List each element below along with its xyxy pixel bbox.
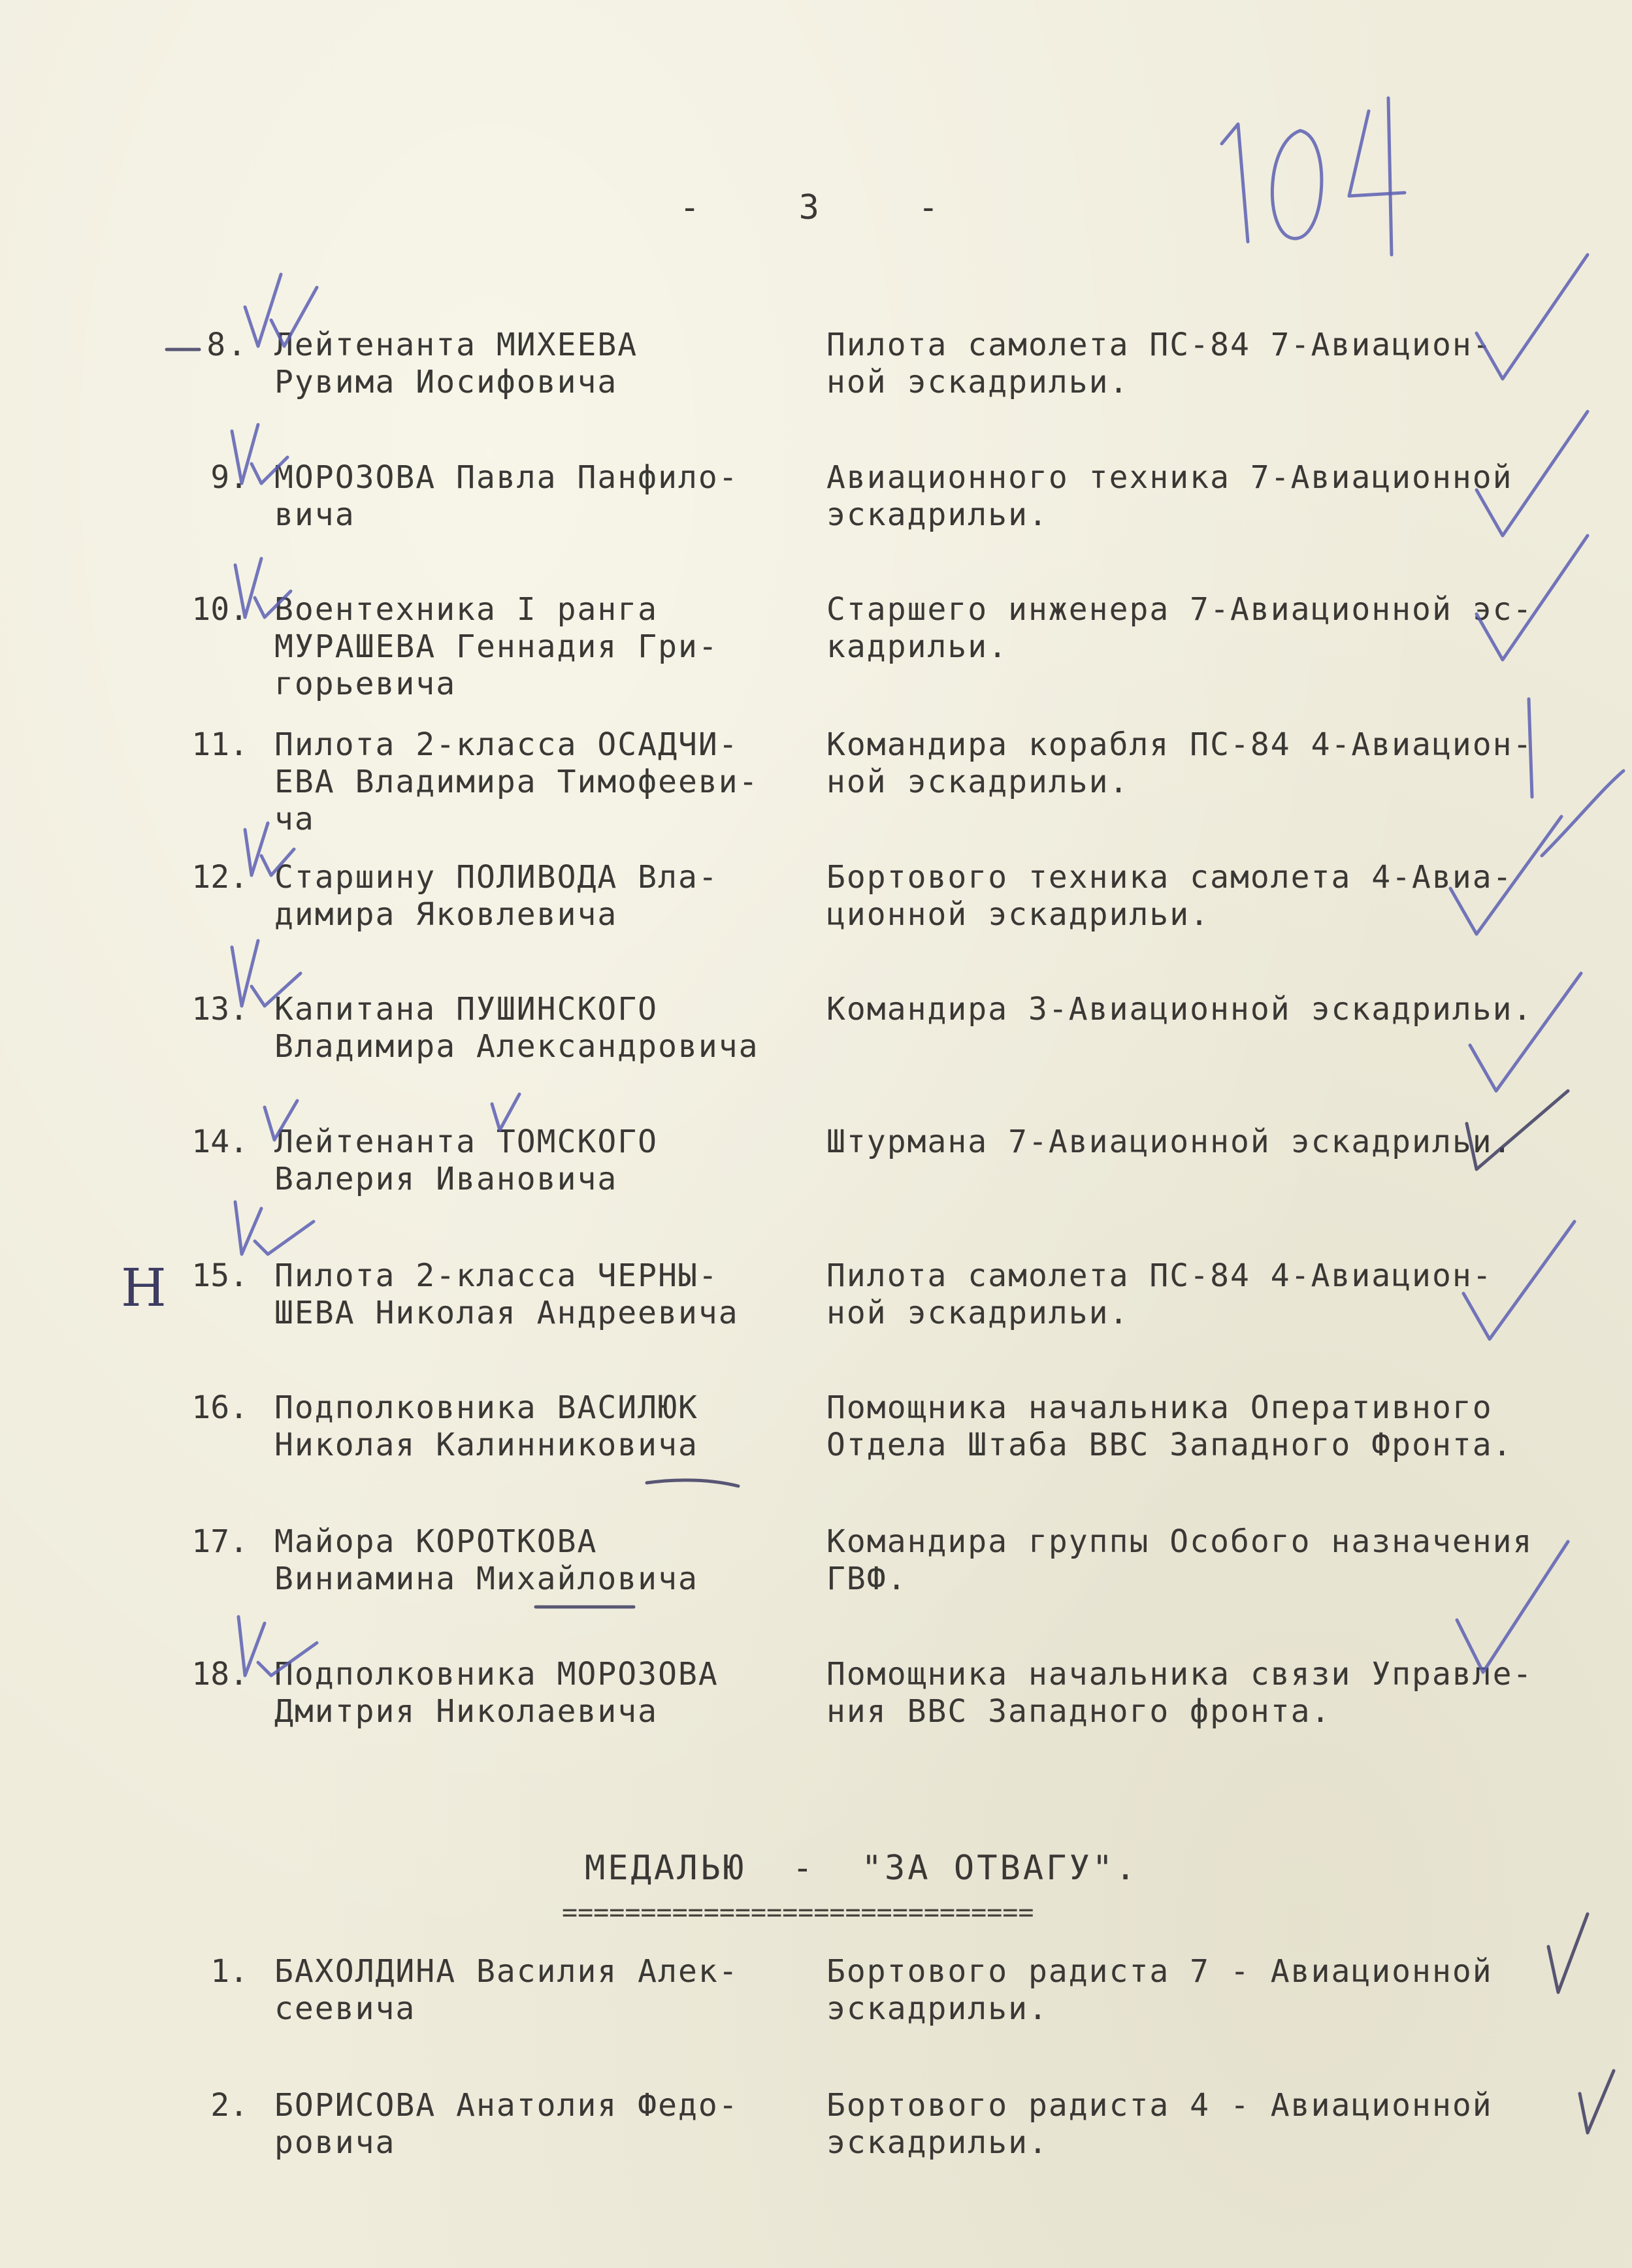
entry-name: БАХОЛДИНА Василия Алек- сеевича [274, 1953, 739, 2027]
check-mark-icon [1463, 523, 1594, 673]
entry-role: Командира группы Особого назначения ГВФ. [826, 1523, 1533, 1597]
entry-name: БОРИСОВА Анатолия Федо- ровича [274, 2087, 739, 2161]
check-mark-icon [258, 1094, 304, 1146]
entry-role: Авиационного техника 7-Авиационной эскадрильи. [826, 459, 1513, 533]
entry-role: Старшего инженера 7-Авиационной эс- кадрильи. [826, 591, 1533, 665]
entry-role: Штурмана 7-Авиационной эскадрильи. [826, 1124, 1513, 1160]
entry-number: 14. [191, 1124, 248, 1160]
check-mark-icon [1575, 2067, 1620, 2139]
entry-name: Капитана ПУШИНСКОГО Владимира Александровича [274, 991, 759, 1065]
check-mark-icon [1450, 1208, 1581, 1352]
entry-role: Бортового радиста 7 - Авиационной эскадрильи. [826, 1953, 1493, 2027]
check-mark-icon [219, 928, 310, 1019]
entry-name: Майора КОРОТКОВА Виниамина Михайловича [274, 1523, 698, 1597]
dash-mark [163, 343, 203, 356]
handwritten-page-number [1202, 85, 1411, 268]
check-mark-icon [1457, 1078, 1575, 1176]
entry-name: Старшину ПОЛИВОДА Вла- димира Яковлевича [274, 859, 719, 933]
entry-number: 8. [206, 327, 248, 363]
check-mark-icon [235, 810, 301, 888]
margin-note: Н [121, 1257, 167, 1318]
entry-name: Лейтенанта ТОМСКОГО Валерия Ивановича [274, 1124, 659, 1197]
check-mark-icon [487, 1091, 526, 1137]
check-mark-icon [222, 412, 294, 496]
entry-name: Подполковника МОРОЗОВА Дмитрия Николаевича [274, 1656, 719, 1730]
entry-number: 9. [210, 459, 248, 496]
entry-role: Помощника начальника Оперативного Отдела Штаба ВВС Западного Фронта. [826, 1389, 1513, 1463]
check-mark-icon [1437, 803, 1568, 947]
entry-name: Лейтенанта МИХЕЕВА Рувима Иосифовича [274, 327, 638, 400]
entry-role: Пилота самолета ПС-84 7-Авиацион- ной эскадрильи. [826, 327, 1493, 400]
check-mark-icon [225, 1604, 323, 1689]
entry-name: МОРОЗОВА Павла Панфило- вича [274, 459, 739, 533]
entry-number: 12. [191, 859, 248, 896]
section-heading: МЕДАЛЬЮ - "ЗА ОТВАГУ". [585, 1849, 1139, 1888]
section-underline: ============================== [562, 1898, 1034, 1928]
entry-number: 10. [191, 591, 248, 628]
entry-name: Пилота 2-класса ОСАДЧИ- ЕВА Владимира Тимофееви- ча [274, 726, 759, 837]
entry-role: Командира корабля ПС-84 4-Авиацион- ной эскадрильи. [826, 726, 1533, 800]
entry-role: Помощника начальника связи Управле- ния ВВС Западного фронта. [826, 1656, 1533, 1730]
entry-number: 2. [210, 2087, 248, 2124]
entry-number: 11. [191, 726, 248, 763]
entry-number: 13. [191, 991, 248, 1028]
check-mark-icon [222, 1189, 320, 1267]
page-number: - 3 - [679, 188, 978, 227]
entry-name: Подполковника ВАСИЛЮК Николая Калинниковича [274, 1389, 698, 1463]
check-mark-icon [225, 545, 297, 630]
entry-number: 16. [191, 1389, 248, 1426]
entry-number: 15. [191, 1257, 248, 1294]
entry-role: Командира 3-Авиационной эскадрильи. [826, 991, 1533, 1028]
entry-role: Бортового радиста 4 - Авиационной эскадрильи. [826, 2087, 1493, 2161]
entry-number: 18. [191, 1656, 248, 1693]
entry-number: 1. [210, 1953, 248, 1990]
check-mark-icon [1463, 242, 1594, 392]
check-mark-icon [1542, 1907, 1594, 1999]
check-mark-icon [1444, 1529, 1575, 1685]
entry-name: Воентехника I ранга МУРАШЕВА Геннадия Гри- горьевича [274, 591, 719, 702]
entry-role: Бортового техника самолета 4-Авиа- ционной эскадрильи. [826, 859, 1513, 933]
check-mark-icon [232, 248, 323, 359]
entry-name: Пилота 2-класса ЧЕРНЫ- ШЕВА Николая Андреевича [274, 1257, 739, 1331]
entry-number: 17. [191, 1523, 248, 1560]
underline-mark [529, 1597, 640, 1617]
underline-mark [640, 1473, 745, 1493]
entry-role: Пилота самолета ПС-84 4-Авиацион- ной эскадрильи. [826, 1257, 1493, 1331]
